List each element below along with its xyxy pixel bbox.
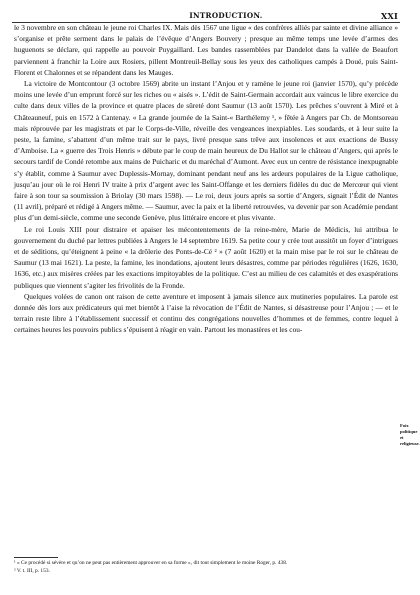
paragraph-4: Quelques volées de canon ont raison de cette aventure et imposent à jamais silence aux mutineries populaires. La parole est donnée dès lors aux prédicateurs qui met bientôt à l’aise la révocation de l’Édit de Nantes, si désastreuse pour l’Anjou ; — et le terrain reste libre à l’établissement successif et continu des congrégations nouvelles d’hommes et de femmes, contre lequel à certaines heures les pouvoirs publics s’épuisent à réagir en vain. Partout les monastères et les cou- (14, 291, 398, 335)
page-number: XXI (380, 11, 398, 21)
footnote-rule (14, 557, 58, 558)
footnote-1: ¹ « Ce procédé si sévère et qu’on ne peut pas entièrement approuver en sa forme », dit tout simplement le moine Roger, p. 438. (14, 560, 288, 566)
paragraph-3: Le roi Louis XIII pour distraire et apaiser les mécontentements de la reine-mère, Marie de Médicis, lui attribua le gouvernement du duché par lettres publiées à Angers le 14 septembre 1619. Sa petite cour y crée tout aussitôt un foyer d’intrigues et de séditions, qu’éteignent à peine « la drôlerie des Ponts-de-Cé ² » (7 août 1620) et la main mise par le roi sur le château de Saumur (13 mai 1621). La peste, la famine, les inondations, ajoutent leurs désastres, comme par périodes régulières (1626, 1630, 1636, etc.) aux misères créées par les exactions impitoyables de la politique. C’est au milieu de ces calamités et des exaspérations publiques que viennent s’agiter les frivolités de la Fronde. (14, 224, 398, 290)
footnote-2: ² V. t. III, p. 153. (14, 567, 50, 574)
paragraph-1: le 3 novembre en son château le jeune roi Charles IX. Mais dès 1567 une ligue « des confrères alliés par sainte et divine alliance » s’organise et prête serment dans le palais de l’évêque d’Angers Bouvery ; presque au même temps une levée d’armes des huguenots se déclare, qui rappelle au pouvoir Puygaillard. Les bandes rassemblées par Dandelot dans la vallée de Beaufort parviennent à franchir la Loire aux Rosiers, pillent Montreuil-Bellay sous les yeux des catholiques campés à Doué, puis Saint-Florent et Chalonnes et se répandent dans les Mauges. (14, 23, 398, 77)
margin-note: Foix politique et religieuse. (400, 423, 420, 446)
paragraph-2: La victoire de Montcontour (3 octobre 1569) abrite un instant l’Anjou et y ramène le jeune roi (janvier 1570), qu’y précède moins une levée d’un emprunt forcé sur les riches ou « aisés ». L’édit de Saint-Germain accordait aux vaincus le libre exercice du culte dans deux villes de la province et quatre places de sûreté dont Saumur (13 août 1570). Les prêches s’ouvrent à Miré et à Châteauneuf, puis en 1572 à Cantenay. « La grande journée de la Saint-« Barthélemy ¹, » fêtée à Angers par Cb. de Montsoreau mais réprouvée par les magistrats et par le Corps-de-Ville, réveille des vengeances inexpiables. Les soudards, et à leur suite la peste, la famine, s’abattent d’un même trait sur le pays, livré presque sans trêve aux insolences et aux exactions de Bussy d’Amboise. La « guerre des Trois Henris » débute par le coup de main heureux de Du Hallot sur le château d’Angers, qui après le secours tardif de Condé retombe aux mains de Puicharic et du maréchal d’Aumont. Avec eux un centre de résistance inexpugnable s’y établit, comme à Saumur avec Duplessis-Mornay, dominant pendant neuf ans les ardeurs populaires de la Ligue catholique, jusqu’au jour où le roi Henri IV traite à prix d’argent avec les Saint-Offange et les derniers fidèles du duc de Mercœur qui vient faire à son tour sa soumission à Briolay (30 mars 1598). — Le roi, deux jours après sa sortie d’Angers, signait l’Édit de Nantes (11 avril), préparé et rédigé à Angers même. — Saumur, avec la paix et la liberté retrouvées, va devenir par son Académie pendant plus d’un demi-siècle, comme une seconde Genève, plus littéraire encore et plus vivante. (14, 79, 398, 223)
footnotes (14, 560, 398, 575)
running-title: INTRODUCTION. (189, 11, 263, 20)
body-text (14, 22, 398, 336)
